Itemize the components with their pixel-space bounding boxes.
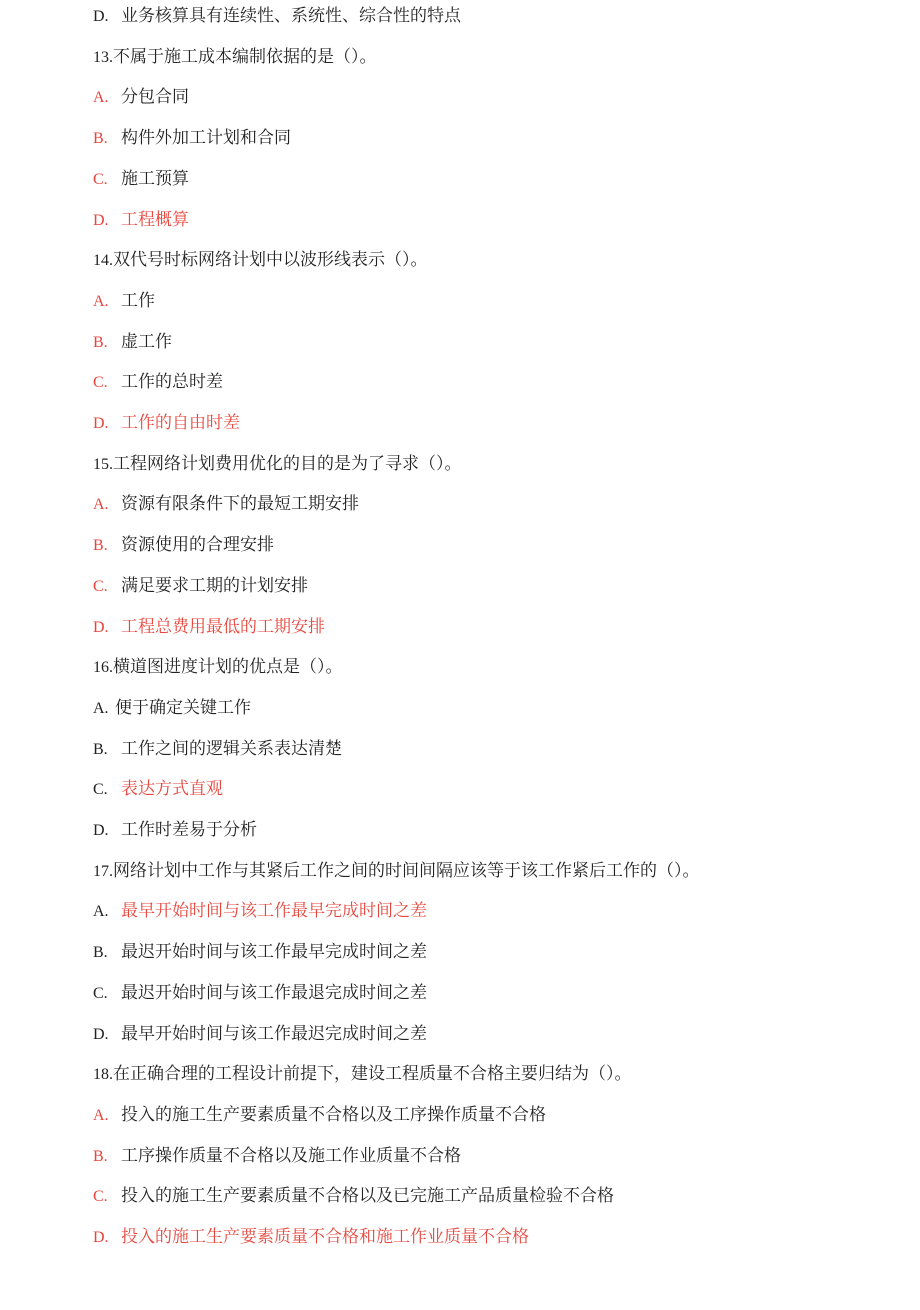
option-text: 工作时差易于分析 (121, 820, 257, 840)
option-text: 便于确定关键工作 (115, 697, 251, 718)
option-line (93, 981, 427, 1005)
option-letter: D. (93, 415, 109, 432)
question-number: 13. (93, 48, 113, 66)
option-letter: A. (93, 496, 109, 514)
option-text: 业务核算具有连续性、系统性、综合性的特点 (121, 6, 461, 26)
option-line (93, 1022, 427, 1046)
option-line (93, 899, 427, 923)
question-line (93, 1062, 632, 1086)
question-text: 横道图进度计划的优点是（）。 (113, 657, 343, 678)
option-text: 虚工作 (121, 331, 172, 352)
option-text: 工作的总时差 (121, 372, 223, 393)
question-number: 14. (93, 252, 113, 270)
option-line (93, 370, 223, 394)
question-line (93, 452, 462, 476)
option-letter: C. (93, 170, 108, 188)
option-text: 投入的施工生产要素质量不合格以及工序操作质量不合格 (121, 1104, 546, 1125)
option-letter: D. (93, 822, 109, 839)
question-line (93, 859, 700, 883)
option-text: 分包合同 (121, 87, 189, 108)
option-letter: B. (93, 333, 108, 351)
option-letter: C. (93, 1188, 108, 1206)
option-line (93, 615, 325, 639)
option-letter: D. (93, 8, 109, 25)
question-line (93, 655, 343, 679)
option-letter: A. (93, 292, 109, 310)
option-text: 工程概算 (121, 209, 189, 230)
option-text: 工作 (121, 290, 155, 311)
option-text: 资源使用的合理安排 (121, 535, 274, 556)
question-number: 17. (93, 862, 113, 880)
option-text: 工作之间的逻辑关系表达清楚 (121, 738, 342, 759)
option-text: 表达方式直观 (121, 779, 223, 800)
option-line (93, 574, 308, 598)
option-letter: C. (93, 374, 108, 392)
option-line (93, 4, 461, 28)
option-text: 最早开始时间与该工作最迟完成时间之差 (121, 1023, 427, 1044)
option-letter: D. (93, 618, 109, 636)
option-line (93, 1184, 614, 1208)
option-line (93, 167, 189, 191)
option-line (93, 737, 342, 761)
option-line (93, 126, 291, 150)
option-text: 最迟开始时间与该工作最早完成时间之差 (121, 942, 427, 963)
option-text: 最早开始时间与该工作最早完成时间之差 (121, 901, 427, 922)
option-line (93, 85, 189, 109)
option-text: 构件外加工计划和合同 (121, 128, 291, 149)
option-letter: A. (93, 89, 109, 107)
option-letter: A. (93, 699, 109, 717)
option-text: 工程总费用最低的工期安排 (121, 616, 325, 637)
option-letter: C. (93, 577, 108, 595)
option-line (93, 411, 240, 435)
option-letter: B. (93, 1147, 108, 1165)
option-line (93, 777, 223, 801)
option-text: 工序操作质量不合格以及施工作业质量不合格 (121, 1145, 461, 1166)
option-letter: D. (93, 211, 109, 229)
option-letter: C. (93, 984, 108, 1002)
option-letter: B. (93, 537, 108, 555)
option-letter: B. (93, 944, 108, 962)
question-text: 工程网络计划费用优化的目的是为了寻求（）。 (113, 453, 462, 474)
option-letter: B. (93, 130, 108, 148)
option-line (93, 818, 257, 842)
option-line (93, 940, 427, 964)
option-text: 投入的施工生产要素质量不合格和施工作业质量不合格 (121, 1227, 529, 1247)
option-text: 资源有限条件下的最短工期安排 (121, 494, 359, 515)
question-text: 双代号时标网络计划中以波形线表示（）。 (113, 250, 428, 271)
question-number: 16. (93, 659, 113, 677)
question-number: 18. (93, 1066, 113, 1084)
option-letter: D. (93, 1025, 109, 1043)
question-line (93, 248, 428, 272)
question-line (93, 45, 377, 69)
option-text: 施工预算 (121, 168, 189, 189)
option-line (93, 208, 189, 232)
option-line (93, 289, 155, 313)
option-letter: B. (93, 740, 108, 758)
option-line (93, 1103, 546, 1127)
option-text: 工作的自由时差 (121, 413, 240, 433)
option-line (93, 1144, 461, 1168)
question-text: 在正确合理的工程设计前提下，建设工程质量不合格主要归结为（）。 (113, 1064, 632, 1085)
option-text: 最迟开始时间与该工作最退完成时间之差 (121, 982, 427, 1003)
question-text: 网络计划中工作与其紧后工作之间的时间间隔应该等于该工作紧后工作的（）。 (113, 860, 700, 881)
option-letter: A. (93, 903, 109, 921)
option-letter: A. (93, 1106, 109, 1124)
option-letter: C. (93, 781, 108, 799)
option-line (93, 1225, 529, 1249)
option-line (93, 696, 251, 720)
option-line (93, 492, 359, 516)
question-number: 15. (93, 455, 113, 473)
question-text: 不属于施工成本编制依据的是（）。 (113, 46, 377, 67)
option-text: 满足要求工期的计划安排 (121, 575, 308, 596)
option-letter: D. (93, 1229, 109, 1246)
option-text: 投入的施工生产要素质量不合格以及已完施工产品质量检验不合格 (121, 1186, 614, 1207)
option-line (93, 330, 172, 354)
option-line (93, 533, 274, 557)
